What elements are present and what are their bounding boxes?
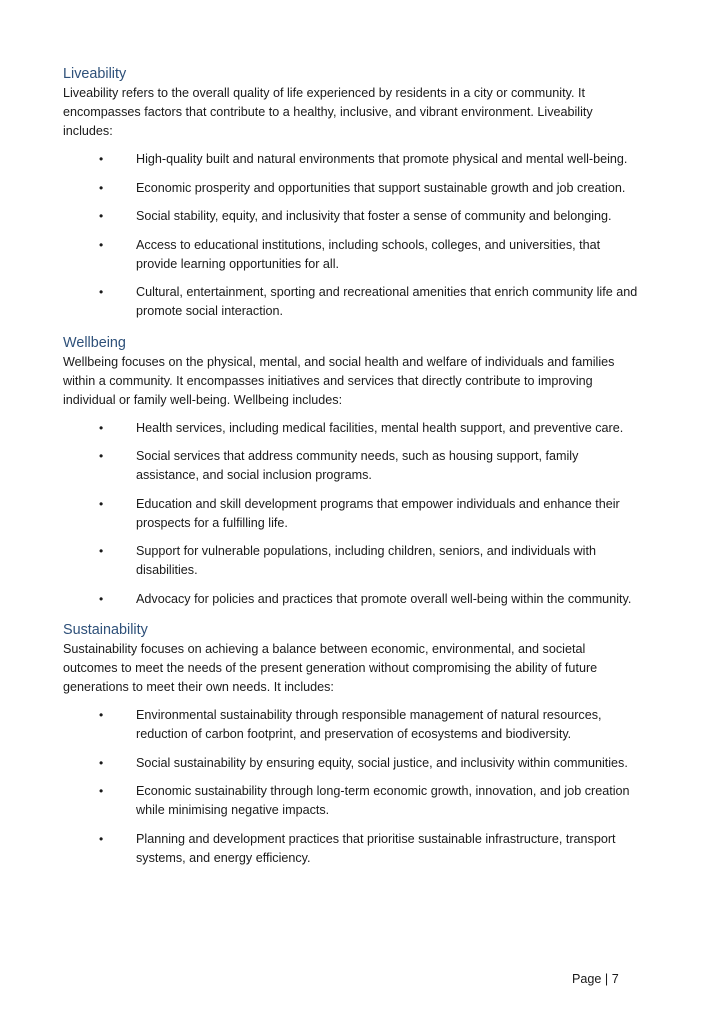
section-heading: Liveability [63,66,127,82]
list-item-text: Access to educational institutions, including schools, colleges, and universities, that provide learning opportunities for all. [136,237,601,271]
list-item [63,542,643,580]
list-item-text: Cultural, entertainment, sporting and recreational amenities that enrich community life and promote social interaction. [136,285,638,318]
list-item-text: Economic prosperity and opportunities that support sustainable growth and job creation. [136,180,626,195]
bullet-icon: • [99,180,104,195]
section-liveability [63,62,643,321]
bullet-icon: • [99,591,104,606]
section-intro: Sustainability focuses on achieving a balance between economic, environmental, and societal outcomes to meet the needs of the present generation without compromising the ability of future generations to meet their own needs. It includes: [63,642,598,694]
list-item [63,236,643,274]
list-item [63,754,643,773]
bullet-icon: • [99,544,104,558]
section-intro: Wellbeing focuses on the physical, mental, and social health and welfare of individuals and families within a community. It encompasses initiatives and services that directly contribute to improving individual or family well-being. Wellbeing includes: [63,354,615,407]
bullet-icon: • [99,755,104,770]
page-footer [572,972,619,986]
bullet-icon: • [99,420,104,435]
page-separator: | [604,972,609,986]
section-heading: Sustainability [63,622,148,638]
section-sustainability [63,618,643,868]
list-item-text: Education and skill development programs that empower individuals and enhance their prospects for a fulfilling life. [136,496,620,530]
list-item-text: High-quality built and natural environments that promote physical and mental well-being. [136,152,628,166]
bullet-icon: • [99,285,104,299]
list-item-text: Environmental sustainability through responsible management of natural resources, reduction of carbon footprint, and preservation of ecosystems and biodiversity. [136,708,602,741]
bullet-icon: • [99,784,104,798]
bullet-icon: • [99,152,104,166]
list-item [63,419,643,438]
list-item-text: Social stability, equity, and inclusivity that foster a sense of community and belonging. [136,209,612,223]
bullet-icon: • [99,708,104,722]
list-item [63,782,643,820]
list-item [63,283,643,321]
section-heading: Wellbeing [63,334,126,351]
list-item [63,150,643,169]
bullet-icon: • [99,831,104,846]
list-item-text: Social sustainability by ensuring equity, social justice, and inclusivity within communities. [136,755,628,770]
bullet-list [63,419,643,609]
list-item [63,495,643,533]
document-page [63,62,643,877]
page-label: Page [572,972,602,986]
list-item [63,207,643,226]
list-item-text: Support for vulnerable populations, including children, seniors, and individuals with disabilities. [136,544,596,577]
section-intro: Liveability refers to the overall quality of life experienced by residents in a city or community. It encompasses factors that contribute to a healthy, inclusive, and vibrant environment. Liveability includes: [63,86,593,138]
bullet-list [63,150,643,321]
list-item-text: Social services that address community needs, such as housing support, family assistance, and social inclusion programs. [136,449,579,482]
bullet-icon: • [99,449,104,463]
list-item [63,179,643,198]
bullet-icon: • [99,209,104,223]
list-item-text: Planning and development practices that prioritise sustainable infrastructure, transport systems, and energy efficiency. [136,831,616,865]
list-item-text: Health services, including medical facilities, mental health support, and preventive care. [136,420,624,435]
list-item-text: Advocacy for policies and practices that promote overall well-being within the community. [136,591,632,606]
section-wellbeing [63,331,643,609]
page-number: 7 [611,972,619,986]
list-item [63,447,643,485]
bullet-icon: • [99,496,104,511]
list-item [63,706,643,744]
bullet-icon: • [99,237,104,252]
list-item [63,590,643,609]
list-item [63,830,643,868]
list-item-text: Economic sustainability through long-term economic growth, innovation, and job creation while minimising negative impacts. [136,784,630,817]
bullet-list [63,706,643,868]
